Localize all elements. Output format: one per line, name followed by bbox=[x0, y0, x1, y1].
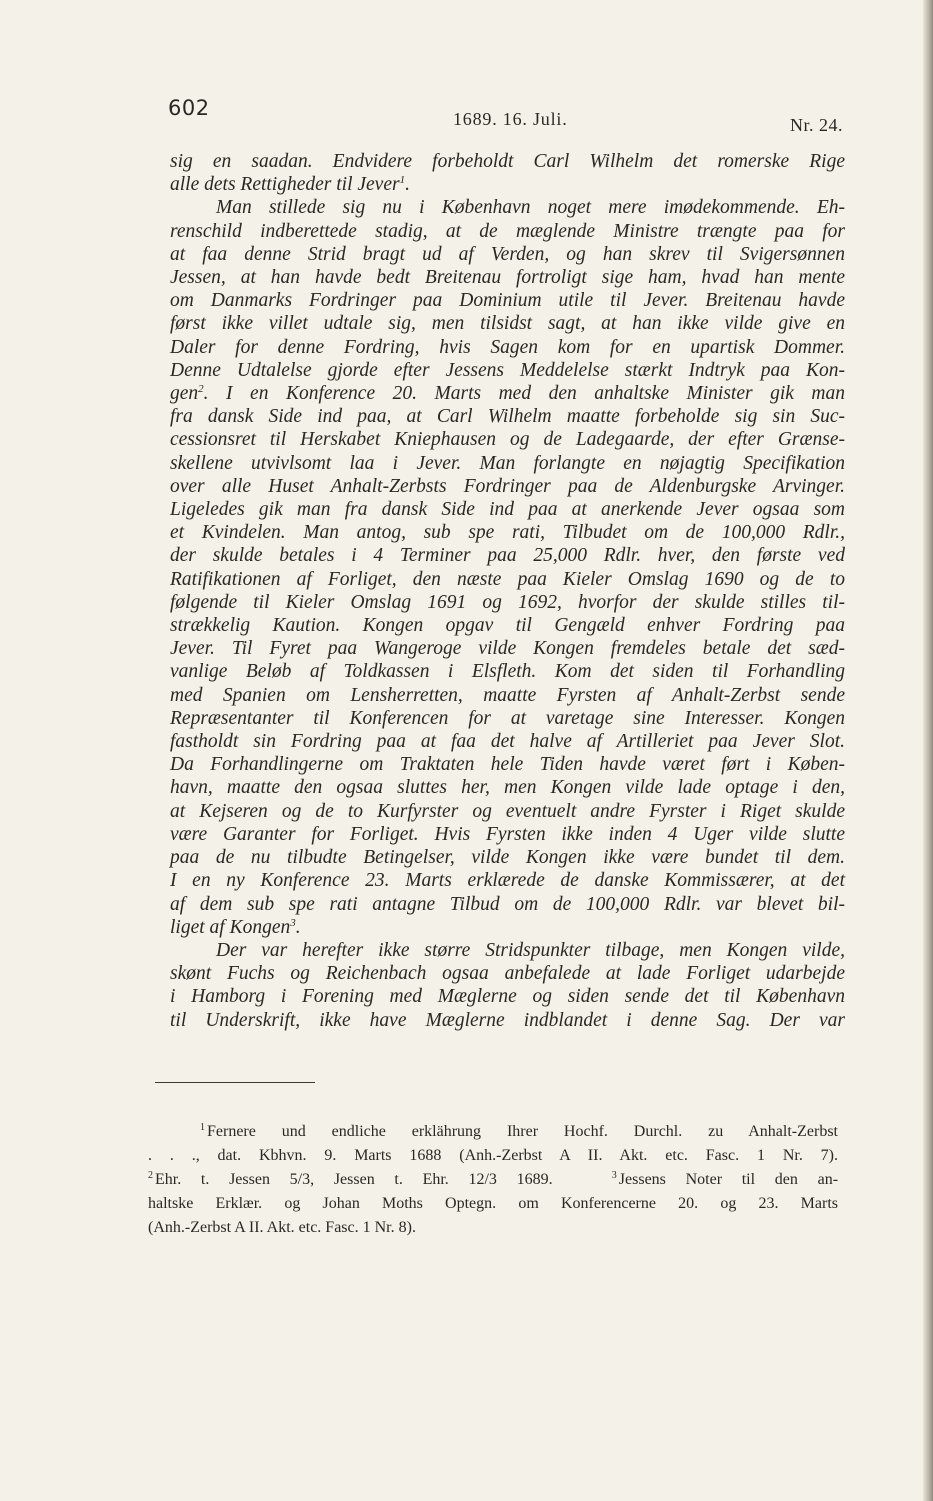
footnote-marker: 1 bbox=[200, 1122, 205, 1133]
text-line: over alle Huset Anhalt-Zerbsts Fordringer paa de Aldenburgske Arvinger. bbox=[170, 475, 845, 497]
text-line: til Underskrift, ikke have Mæglerne indblandet i denne Sag. Der var bbox=[170, 1009, 845, 1031]
text-line: om Danmarks Fordringer paa Dominium utile til Jever. Breitenau havde bbox=[170, 290, 845, 312]
text-line: paa de nu tilbudte Betingelser, vilde Kongen ikke være bundet til dem. bbox=[170, 847, 845, 869]
text-line: I en ny Konference 23. Marts erklærede de danske Kommissærer, at det bbox=[170, 870, 845, 892]
text-line: der skulde betales i 4 Terminer paa 25,000 Rdlr. hver, den første ved bbox=[170, 545, 845, 567]
text-line: et Kvindelen. Man antog, sub spe rati, Tilbudet om de 100,000 Rdlr., bbox=[170, 522, 845, 544]
footnote-marker: 2 bbox=[148, 1170, 153, 1181]
footnote-marker: 3 bbox=[611, 1170, 617, 1181]
text-line: fastholdt sin Fordring paa at faa det halve af Artilleriet paa Jever Slot. bbox=[170, 731, 845, 753]
text-line: fra dansk Side ind paa, at Carl Wilhelm maatte forbeholde sig sin Suc- bbox=[170, 406, 845, 428]
text-line: Der var herefter ikke større Stridspunkter tilbage, men Kongen vilde, bbox=[216, 939, 845, 961]
text-line: skønt Fuchs og Reichenbach ogsaa anbefalede at lade Forliget udarbejde bbox=[170, 963, 845, 985]
text-line: alle dets Rettigheder til Jever$^1$. bbox=[170, 174, 410, 196]
running-head-date: 1689. 16. Juli. bbox=[453, 109, 568, 129]
footnote-line: $^1$ Fernere und endliche erklährung Ihrer Hochf. Durchl. zu Anhalt-Zerbst bbox=[200, 1122, 838, 1140]
body-text bbox=[170, 150, 845, 1032]
text-line: skellene utvivlsomt laa i Jever. Man forlangte en nøjagtig Specifikation bbox=[170, 452, 845, 474]
text-line: renschild indberettede stadig, at de mæglende Ministre trængte paa for bbox=[170, 220, 845, 242]
footnote-line: (Anh.-Zerbst A II. Akt. etc. Fasc. 1 Nr. 8). bbox=[148, 1219, 416, 1236]
text-line: med Spanien om Lensherretten, maatte Fyrsten af Anhalt-Zerbst sende bbox=[170, 684, 845, 706]
text-line: Ratifikationen af Forliget, den næste paa Kieler Omslag 1690 og de to bbox=[170, 568, 845, 590]
text-line: Jessen, at han havde bedt Breitenau fortroligt sige ham, hvad han mente bbox=[170, 267, 845, 289]
text-line: havn, maatte den ogsaa sluttes her, men Kongen vilde lade optage i den, bbox=[170, 777, 845, 799]
footnote-line: haltske Erklær. og Johan Moths Optegn. om Konferencerne 20. og 23. Marts bbox=[148, 1195, 838, 1212]
text-line: være Garanter for Forliget. Hvis Fyrsten ikke inden 4 Uger vilde slutte bbox=[170, 823, 845, 845]
text-line: af dem sub spe rati antagne Tilbud om de 100,000 Rdlr. var blevet bil- bbox=[170, 893, 845, 915]
footnote-line: $^2$ Ehr. t. Jessen 5/3, Jessen t. Ehr. 12/3 1689. $^3$ Jessens Noter til den an- bbox=[148, 1170, 839, 1188]
text-line: Man stillede sig nu i København noget mere imødekommende. Eh- bbox=[216, 197, 845, 219]
text-line: cessionsret til Herskabet Kniephausen og de Ladegaarde, der efter Grænse- bbox=[170, 429, 845, 451]
document-number: Nr. 24. bbox=[790, 115, 843, 135]
footnote-ref[interactable]: 3 bbox=[290, 916, 296, 929]
text-line: Repræsentanter til Konferencen for at varetage sine Interesser. Kongen bbox=[170, 707, 845, 729]
text-line: strækkelig Kaution. Kongen opgav til Gengæld enhver Fordring paa bbox=[170, 615, 845, 637]
text-line: gen$^2$. I en Konference 20. Marts med den anhaltske Minister gik man bbox=[170, 383, 845, 405]
text-line: i Hamborg i Forening med Mæglerne og siden sende det til København bbox=[170, 986, 845, 1008]
footnote-ref[interactable]: 1 bbox=[399, 174, 406, 187]
text-line: Denne Udtalelse gjorde efter Jessens Meddelelse stærkt Indtryk paa Kon- bbox=[170, 359, 845, 381]
footnote-separator bbox=[155, 1082, 315, 1083]
text-line: Ligeledes gik man fra dansk Side ind paa at anerkende Jever ogsaa som bbox=[170, 499, 845, 521]
page-edge bbox=[923, 0, 933, 1501]
footnotes bbox=[148, 1120, 838, 1240]
text-line: Da Forhandlingerne om Traktaten hele Tiden havde været ført i Køben- bbox=[170, 754, 845, 776]
text-line: vanlige Beløb af Toldkassen i Elsfleth. Kom det siden til Forhandling bbox=[170, 661, 845, 683]
page-number: 602 bbox=[168, 96, 210, 120]
text-line: liget af Kongen$^3$. bbox=[170, 916, 301, 938]
text-line: at Kejseren og de to Kurfyrster og eventuelt andre Fyrster i Riget skulde bbox=[170, 800, 845, 822]
footnote-line: . . ., dat. Kbhvn. 9. Marts 1688 (Anh.-Zerbst A II. Akt. etc. Fasc. 1 Nr. 7). bbox=[148, 1147, 838, 1164]
footnote-ref[interactable]: 2 bbox=[198, 383, 204, 396]
text-line: sig en saadan. Endvidere forbeholdt Carl Wilhelm det romerske Rige bbox=[170, 151, 845, 172]
text-line: først ikke villet udtale sig, men tilsidst sagt, at han ikke vilde give en bbox=[170, 313, 845, 335]
text-line: at faa denne Strid bragt ud af Verden, og han skrev til Svigersønnen bbox=[170, 243, 845, 265]
text-line: Daler for denne Fordring, hvis Sagen kom for en upartisk Dommer. bbox=[170, 336, 845, 358]
text-line: Jever. Til Fyret paa Wangeroge vilde Kongen fremdeles betale det sæd- bbox=[170, 638, 845, 660]
text-line: følgende til Kieler Omslag 1691 og 1692, hvorfor der skulde stilles til- bbox=[170, 591, 845, 613]
